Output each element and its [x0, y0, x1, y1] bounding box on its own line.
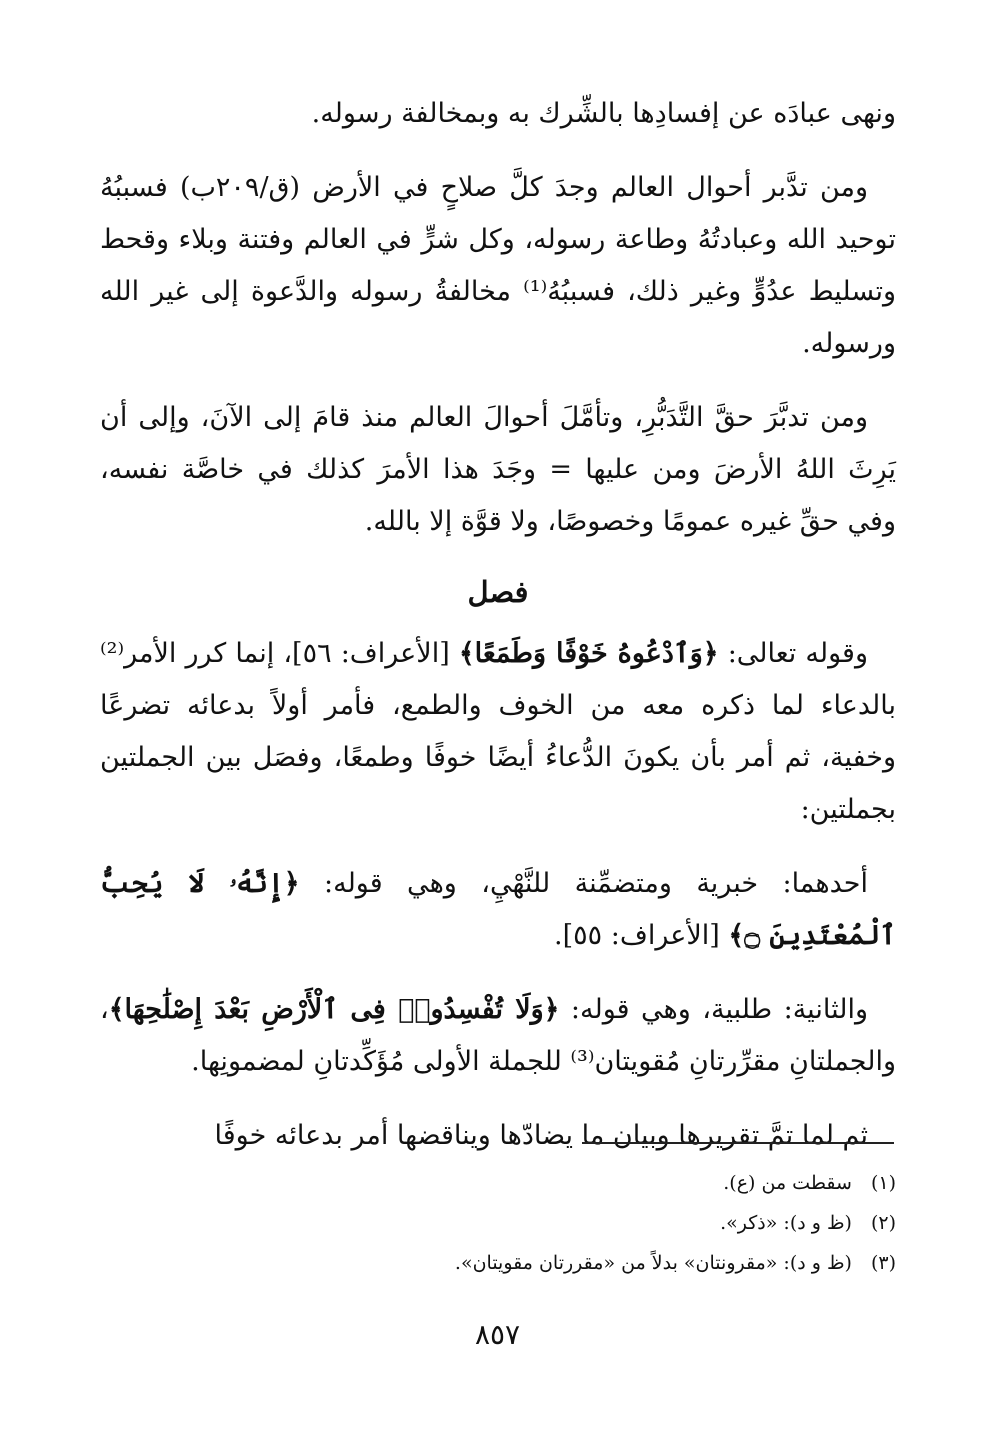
footnote-1	[100, 1163, 896, 1203]
paragraph-2: ومن تدَّبر أحوال العالم وجدَ كلَّ صلاحٍ في الأرض (ق/٢٠٩ب) فسببُهُ توحيد الله وعبادتُهُ وطاعة رسوله، وكل شرٍّ في العالم وفتنة وبلاء وقحط وتسليط عدُوٍّ وغير ذلك، فسببُهُ⁽¹⁾ مخالفةُ رسوله والدَّعوة إلى غير الله ورسوله.	[100, 172, 896, 359]
footnote-3-text: (ظ و د): «مقرونتان» بدلاً من «مقررتان مقويتان».	[454, 1252, 852, 1274]
paragraph-7-before: ثم لما تمَّ تقريرها وبيان ما يضادّها ويناقضها أمر بدعائه خوفًا	[214, 1120, 868, 1151]
paragraph-5	[100, 858, 896, 962]
paragraph-6-after: ، والجملتانِ مقرِّرتانِ مُقويتان⁽³⁾ للجملة الأولى مُؤَكِّدتانِ لمضمونِها.	[100, 994, 896, 1077]
paragraph-4-before: وقوله تعالى:	[718, 638, 868, 669]
footnotes	[100, 1163, 896, 1283]
footnote-1-text: سقطت من (ع).	[723, 1172, 852, 1194]
page-number: ٨٥٧	[474, 1318, 521, 1351]
paragraph-1: ونهى عبادَه عن إفسادِها بالشِّرك به وبمخالفة رسوله.	[311, 98, 896, 129]
paragraph-5-after: [الأعراف: ٥٥].	[554, 920, 729, 951]
quran-verse-3: ﴿وَلَا تُفْسِدُوا۟ فِى ٱلْأَرْضِ بَعْدَ إِصْلَٰحِهَا﴾	[108, 994, 560, 1025]
footnote-1-number: (١)	[870, 1172, 896, 1194]
footnote-3-number: (٣)	[870, 1252, 896, 1274]
quran-verse-2: ﴿إِنَّهُۥ لَا يُحِبُّ ٱلْمُعْتَدِينَ ۝﴾	[100, 868, 896, 951]
paragraph-7	[100, 1110, 896, 1162]
page-body	[100, 88, 896, 1184]
paragraph-5-before: أحدهما: خبرية ومتضمِّنة للنَّهْيِ، وهي قوله:	[299, 868, 869, 899]
section-heading: فصل	[467, 575, 529, 609]
footnote-2-number: (٢)	[870, 1212, 896, 1234]
quran-verse-1: ﴿وَٱدْعُوهُ خَوْفًا وَطَمَعًا﴾	[458, 638, 719, 669]
paragraph-4	[100, 628, 896, 836]
paragraph-6	[100, 984, 896, 1088]
footnote-divider	[582, 1142, 894, 1144]
footnote-3	[100, 1243, 896, 1283]
footnote-2	[100, 1203, 896, 1243]
paragraph-4-after: [الأعراف: ٥٦]، إنما كرر الأمر⁽²⁾ بالدعاء لما ذكره معه من الخوف والطمع، فأمر أولاً بدعائه تضرعًا وخفية، ثم أمر بأن يكونَ الدُّعاءُ أيضًا خوفًا وطمعًا، وفصَل بين الجملتين بجملتين:	[100, 638, 896, 825]
paragraph-6-before: والثانية: طلبية، وهي قوله:	[559, 994, 868, 1025]
footnote-2-text: (ظ و د): «ذكر».	[720, 1212, 852, 1234]
paragraph-3: ومن تدبَّرَ حقَّ التَّدَبُّرِ، وتأمَّلَ أحوالَ العالم منذ قامَ إلى الآنَ، وإلى أن يَرِثَ اللهُ الأرضَ ومن عليها = وجَدَ هذا الأمرَ كذلك في خاصَّة نفسه، وفي حقِّ غيره عمومًا وخصوصًا، ولا قوَّة إلا بالله.	[100, 402, 896, 537]
